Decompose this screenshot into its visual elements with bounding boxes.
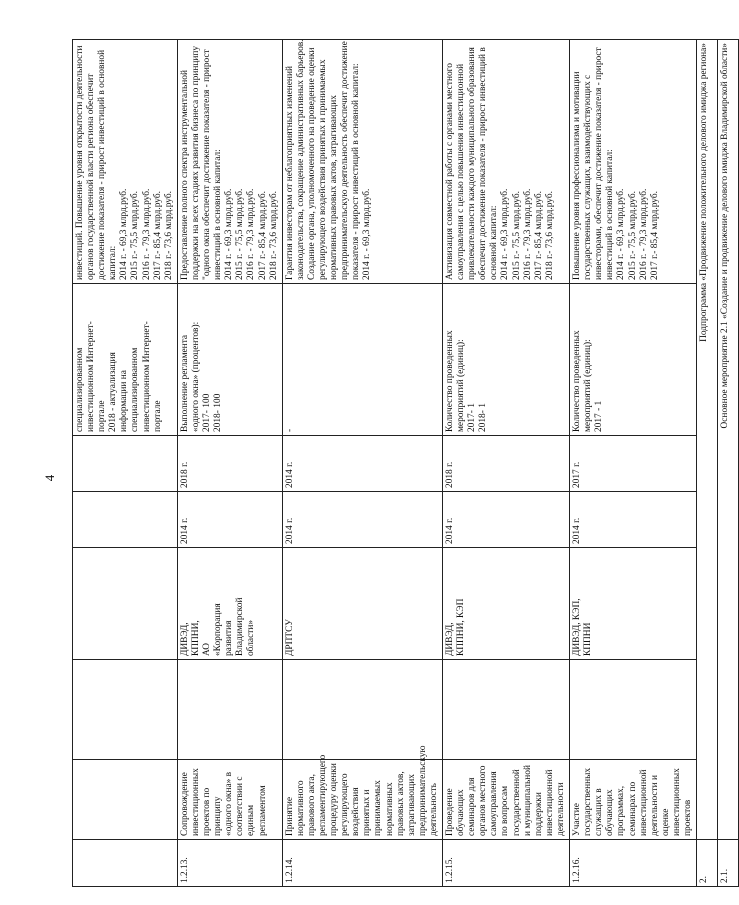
result-cell	[177, 40, 282, 284]
result-line: 2017 г.- 85,4 млрд.руб.	[257, 191, 268, 280]
indicator-line: -	[284, 428, 295, 432]
end-date-cell: 2018 г.	[443, 436, 570, 492]
indicator-line: мероприятий (единиц):	[456, 339, 467, 432]
executor-line: ДРПТСУ	[284, 619, 295, 656]
result-line: 2016 г. - 79,3 млрд.руб.	[246, 188, 257, 280]
indicator-line: 2018 - актуализация	[108, 352, 119, 432]
empty-cell	[443, 660, 570, 760]
rotated-table-container	[72, 39, 731, 887]
executor-line: ДИВЭД,	[445, 622, 455, 656]
executor-cell	[570, 548, 697, 660]
executor-line: КППНИ, КЭП	[456, 598, 467, 656]
result-line: законодательства, сокращение административных барьеров.	[295, 39, 306, 280]
executor-cell	[282, 548, 442, 660]
indicator-line: специализированном	[75, 347, 85, 432]
result-line: Создание органа, уполномоченного на проведение оценки	[306, 47, 317, 280]
table-row	[177, 40, 282, 887]
result-line: инвестиций в основной капитал:	[605, 149, 616, 280]
row-number-cell: 1.2.16.	[570, 840, 697, 887]
end-date-cell	[73, 436, 178, 492]
indicator-line: 2017- 1	[467, 403, 478, 432]
table-row	[443, 40, 570, 887]
result-cell	[443, 40, 570, 284]
end-date-cell: 2014 г.	[282, 436, 442, 492]
start-date-cell: 2014 г.	[177, 492, 282, 548]
indicator-cell	[177, 284, 282, 436]
result-line: 2017 г.- 85,4 млрд.руб.	[649, 191, 660, 280]
executor-line: КППНИ,	[190, 620, 201, 656]
result-line: государственных служащих, взаимодействующих с	[583, 74, 594, 280]
result-cell	[282, 40, 442, 284]
action-cell: Сопровождение инвестиционных проектов по принципу «одного окна» в соответствии с единым регламентом	[177, 760, 282, 840]
result-line: 2015 г.- 75,5 млрд.руб.	[511, 191, 522, 280]
indicator-line: 2017- 100	[202, 393, 213, 432]
executor-cell	[443, 548, 570, 660]
executor-cell	[73, 548, 178, 660]
result-line: органов государственной власти региона обеспечит	[86, 73, 97, 280]
indicator-line: Количество проведенных	[572, 330, 583, 432]
result-line: поддержки на всех стадиях развития бизнеса по принципу	[190, 45, 201, 280]
result-cell	[570, 40, 697, 284]
result-line: 2015 г. - 75,5 млрд.руб.	[235, 188, 246, 280]
row-number-cell	[73, 840, 178, 887]
executor-line: КППНИ	[583, 622, 594, 656]
result-line: Повышение уровня профессионализма и мотивации	[572, 71, 583, 280]
result-line: Предоставление полного спектра инструментальной	[179, 70, 190, 280]
result-line: Гарантия инвесторам от неблагоприятных изменений	[284, 66, 295, 280]
result-line: 2016 г. - 79,3 млрд.руб.	[141, 188, 152, 280]
start-date-cell: 2014 г.	[282, 492, 442, 548]
empty-cell	[570, 660, 697, 760]
result-line: Активизация совместной работы с органами местного	[445, 63, 455, 280]
end-date-cell: 2017 г.	[570, 436, 697, 492]
indicator-line: 2018- 100	[213, 393, 224, 432]
result-line: инвесторами, обеспечит достижение показателя - прирост	[594, 47, 605, 280]
section-number-cell: 2.	[697, 840, 718, 887]
result-line: нормативных правовых актов, затрагивающих	[329, 95, 340, 280]
action-cell: Участие государственных служащих в обучающих программах, семинарах по инвестиционной деятельности и оценке инвестиционных проектов	[570, 760, 697, 840]
indicator-cell	[73, 284, 178, 436]
section-row	[718, 40, 739, 887]
result-line: 2015 г.- 75,5 млрд.руб.	[627, 191, 638, 280]
result-line: "одного окна обеспечит достижение показателя - прирост	[202, 49, 213, 280]
result-line: привлекательности каждого муниципального образования	[467, 47, 478, 280]
section-title-cell: Подпрограмма «Продвижение положительного делового имиджа региона»	[697, 40, 718, 840]
start-date-cell: 2014 г.	[570, 492, 697, 548]
row-number-cell: 1.2.15.	[443, 840, 570, 887]
action-plan-table	[72, 39, 739, 887]
indicator-line: специализированном	[130, 347, 141, 432]
result-line: 2016 г. - 79,3 млрд.руб.	[638, 188, 649, 280]
result-line: инвестиций в основной капитал:	[213, 149, 224, 280]
start-date-cell	[73, 492, 178, 548]
action-cell: Проведение обучающих семинаров для органов местного самоуправления по вопросам государственной и муниципальной поддержки инвестиционной деятельности	[443, 760, 570, 840]
action-cell	[73, 760, 178, 840]
result-line: 2016 г. - 79,3 млрд.руб.	[522, 188, 533, 280]
result-line: инвестиций. Повышение уровня открытости деятельности	[75, 45, 85, 280]
result-line: 2018 г.- 73,6 млрд.руб.	[268, 191, 279, 280]
result-line: 2014 г. - 69,3 млрд.руб.	[500, 188, 511, 280]
indicator-line: 2018- 1	[478, 403, 489, 432]
action-cell: Принятие нормативного правового акта, регламентирующего процедуру оценки регулирующего воздействия принятых и принимаемых нормативных правовых актов, затрагивающих предпринимательскую деятельность	[282, 760, 442, 840]
indicator-line: Количество проведенных	[445, 330, 455, 432]
result-line: показателя - прирост инвестиций в основной капитал:	[351, 63, 362, 280]
result-line: 2014 г. - 69,3 млрд.руб.	[224, 188, 235, 280]
empty-cell	[73, 660, 178, 760]
row-number-cell: 1.2.14.	[282, 840, 442, 887]
page-number: 4	[42, 474, 57, 482]
section-row	[697, 40, 718, 887]
result-line: достижение показателя - прирост инвестиций в основной	[97, 49, 108, 280]
result-line: 2018 г.- 73,6 млрд.руб.	[544, 191, 555, 280]
result-line: 2014 г. - 69,3 млрд.руб.	[362, 188, 373, 280]
table-row	[73, 40, 178, 887]
row-number-cell: 1.2.13.	[177, 840, 282, 887]
executor-line: области»	[246, 619, 257, 656]
result-line: предпринимательскую деятельность обеспечит достижение	[340, 41, 351, 280]
executor-cell	[177, 548, 282, 660]
indicator-line: «одного окна» (процентов):	[190, 321, 201, 432]
result-line: 2014 г. - 69,3 млрд.руб.	[119, 188, 130, 280]
indicator-line: портале	[152, 400, 163, 432]
result-line: 2017 г.- 85,4 млрд.руб.	[152, 191, 163, 280]
empty-cell	[177, 660, 282, 760]
result-line: регулирующего воздействия принятых и принимаемых	[317, 59, 328, 280]
indicator-line: информации на	[119, 370, 130, 432]
result-line: основной капитал:	[489, 205, 500, 280]
indicator-cell	[443, 284, 570, 436]
result-line: 2014 г. - 69,3 млрд.руб.	[616, 188, 627, 280]
result-line: 2015 г.- 75,5 млрд.руб.	[130, 191, 141, 280]
result-line: самоуправления с целью повышения инвестиционной	[456, 63, 467, 280]
start-date-cell: 2014 г.	[443, 492, 570, 548]
result-line: капитал:	[108, 245, 119, 280]
table-row	[570, 40, 697, 887]
end-date-cell: 2018 г.	[177, 436, 282, 492]
executor-line: ДИВЭД,	[179, 622, 190, 656]
indicator-line: инвестиционном Интернет-	[141, 321, 152, 432]
table-row	[282, 40, 442, 887]
result-line: 2017 г.- 85,4 млрд.руб.	[533, 191, 544, 280]
executor-line: развития	[224, 620, 235, 656]
indicator-cell	[282, 284, 442, 436]
executor-line: «Корпорация	[213, 603, 224, 656]
section-number-cell: 2.1.	[718, 840, 739, 887]
executor-line: ДИВЭД, КЭП,	[572, 598, 583, 656]
indicator-line: мероприятий (единиц):	[583, 339, 594, 432]
executor-line: Владимирской	[235, 597, 246, 656]
indicator-line: 2017 - 1	[594, 400, 605, 432]
result-line: 2018 г.- 73,6 млрд.руб.	[163, 191, 174, 280]
result-cell	[73, 40, 178, 284]
indicator-line: Выполнение регламента	[179, 334, 190, 432]
indicator-cell	[570, 284, 697, 436]
section-title-cell: Основное мероприятие 2.1 «Создание и продвижение делового имиджа Владимирской области»	[718, 40, 739, 840]
result-line: обеспечит достижение показателя - прирост инвестиций в	[478, 47, 489, 280]
executor-line: АО	[202, 642, 213, 656]
indicator-line: инвестиционном Интернет-	[86, 321, 97, 432]
indicator-line: портале	[97, 400, 108, 432]
